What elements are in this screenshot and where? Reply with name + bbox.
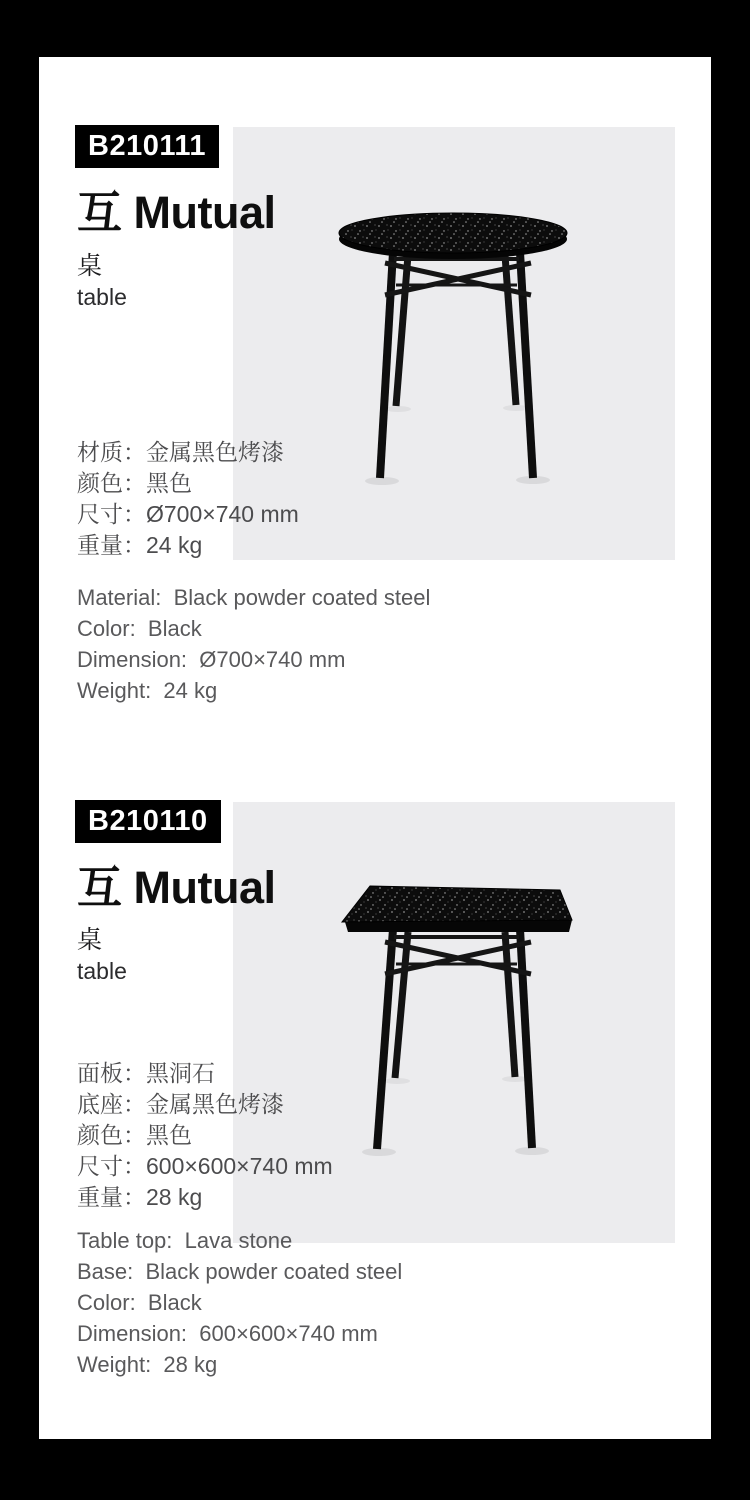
category-label-cn: 桌: [77, 926, 103, 954]
spec-line-dimension-en: Dimension: Ø700×740 mm: [77, 647, 346, 672]
specs-english: [77, 1225, 402, 1380]
catalog-sheet: [39, 57, 711, 1439]
specs-english: [77, 582, 430, 706]
product-category: [77, 250, 127, 312]
spec-line-color-en: Color: Black: [77, 616, 202, 641]
round-table-illustration: [233, 127, 675, 560]
spec-line-material-cn: 材质：金属黑色烤漆: [77, 439, 284, 465]
product-title: 互 Mutual: [77, 187, 276, 238]
spec-line-base-en: Base: Black powder coated steel: [77, 1259, 403, 1284]
spec-line-color-cn: 颜色：黑色: [77, 470, 192, 496]
spec-line-weight-en: Weight: 24 kg: [77, 678, 218, 703]
product-photo-round-table: [233, 127, 675, 560]
category-label-en: table: [77, 284, 127, 310]
specs-chinese: [77, 1058, 333, 1213]
specs-chinese: [77, 437, 299, 561]
spec-line-base-cn: 底座：金属黑色烤漆: [77, 1091, 284, 1117]
spec-line-dimension-en: Dimension: 600×600×740 mm: [77, 1321, 378, 1346]
category-label-cn: 桌: [77, 252, 103, 280]
spec-line-dimension-cn: 尺寸：600×600×740 mm: [77, 1153, 333, 1179]
product-title: 互 Mutual: [77, 862, 276, 913]
spec-line-tabletop-en: Table top: Lava stone: [77, 1228, 293, 1253]
spec-line-material-en: Material: Black powder coated steel: [77, 585, 431, 610]
spec-line-weight-cn: 重量：28 kg: [77, 1184, 203, 1210]
spec-line-dimension-cn: 尺寸：Ø700×740 mm: [77, 501, 299, 527]
spec-line-weight-en: Weight: 28 kg: [77, 1352, 218, 1377]
spec-line-color-en: Color: Black: [77, 1290, 202, 1315]
spec-line-tabletop-cn: 面板：黑洞石: [77, 1060, 215, 1086]
product-category: [77, 924, 127, 986]
spec-line-weight-cn: 重量：24 kg: [77, 532, 203, 558]
spec-line-color-cn: 颜色：黑色: [77, 1122, 192, 1148]
category-label-en: table: [77, 958, 127, 984]
product-code-badge: B210110: [75, 800, 221, 843]
product-code-badge: B210111: [75, 125, 219, 168]
